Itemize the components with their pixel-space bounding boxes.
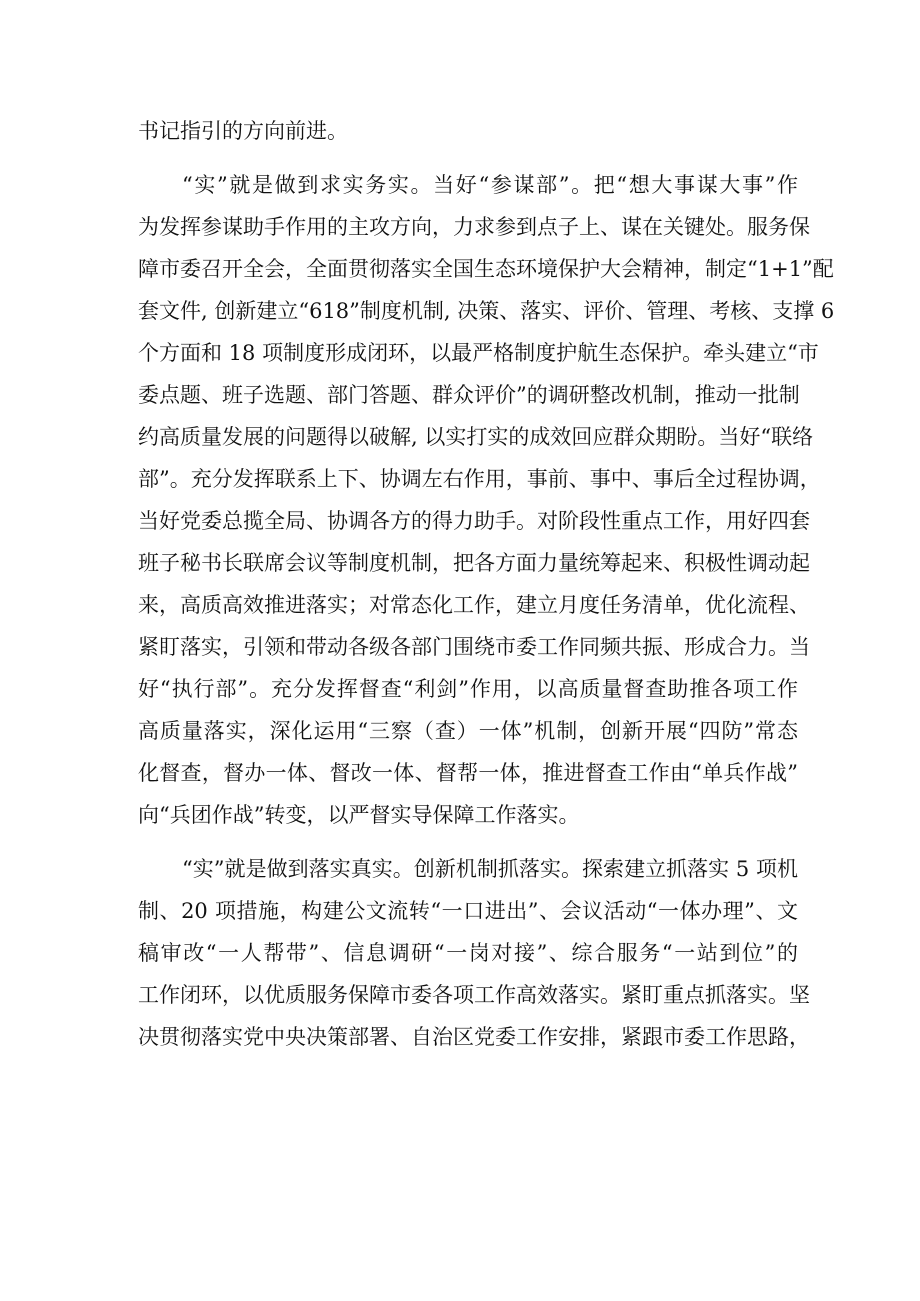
paragraph-gap [138, 152, 798, 164]
text-line: 委点题、班子选题、部门答题、群众评价”的调研整改机制，推动一批制 [138, 383, 800, 407]
paragraph-3 [138, 848, 810, 1058]
text-line: 工作闭环，以优质服务保障市委各项工作高效落实。紧盯重点抓落实。坚 [138, 983, 810, 1007]
text-line: 班子秘书长联席会议等制度机制，把各方面力量统筹起来、积极性调动起 [138, 551, 810, 575]
text-line: 障市委召开全会，全面贯彻落实全国生态环境保护大会精神，制定“1+1”配 [138, 257, 834, 281]
paragraph-1 [138, 110, 798, 152]
text-line: 稿审改“一人帮带”、信息调研“一岗对接”、综合服务“一站到位”的 [138, 941, 798, 965]
text-line: 好“执行部”。充分发挥督查“利剑”作用，以高质量督查助推各项工作 [138, 677, 798, 701]
text-line: 为发挥参谋助手作用的主攻方向，力求参到点子上、谋在关键处。服务保 [138, 215, 810, 239]
text-line: 约高质量发展的问题得以破解, 以实打实的成效回应群众期盼。当好“联络 [138, 425, 814, 449]
paragraph-2 [138, 164, 835, 836]
paragraph-gap [138, 836, 798, 848]
text-line: 个方面和 18 项制度形成闭环，以最严格制度护航生态保护。牵头建立“市 [138, 341, 819, 365]
text-line: 决贯彻落实党中央决策部署、自治区党委工作安排，紧跟市委工作思路， [138, 1025, 810, 1049]
document-body [138, 110, 835, 1058]
text-line: “实”就是做到求实务实。当好“参谋部”。把“想大事谋大事”作 [182, 173, 798, 197]
text-line: 当好党委总揽全局、协调各方的得力助手。对阶段性重点工作，用好四套 [138, 509, 810, 533]
text-line: 制、20 项措施，构建公文流转“一口进出”、会议活动“一体办理”、文 [138, 899, 798, 923]
text-line: 向“兵团作战”转变，以严督实导保障工作落实。 [138, 803, 580, 827]
text-line: 部”。充分发挥联系上下、协调左右作用，事前、事中、事后全过程协调， [138, 467, 821, 491]
text-line: 紧盯落实，引领和带动各级各部门围绕市委工作同频共振、形成合力。当 [138, 635, 810, 659]
text-line: 套文件, 创新建立“618”制度机制, 决策、落实、评价、管理、考核、支撑 6 [138, 299, 835, 323]
text-line: 来，高质高效推进落实；对常态化工作，建立月度任务清单，优化流程、 [138, 593, 810, 617]
text-line: 化督查，督办一体、督改一体、督帮一体，推进督查工作由“单兵作战” [138, 761, 798, 785]
text-line: 高质量落实，深化运用“三察（查）一体”机制，创新开展“四防”常态 [138, 719, 798, 743]
text-line: 书记指引的方向前进。 [138, 119, 348, 143]
text-line: “实”就是做到落实真实。创新机制抓落实。探索建立抓落实 5 项机 [182, 857, 798, 881]
